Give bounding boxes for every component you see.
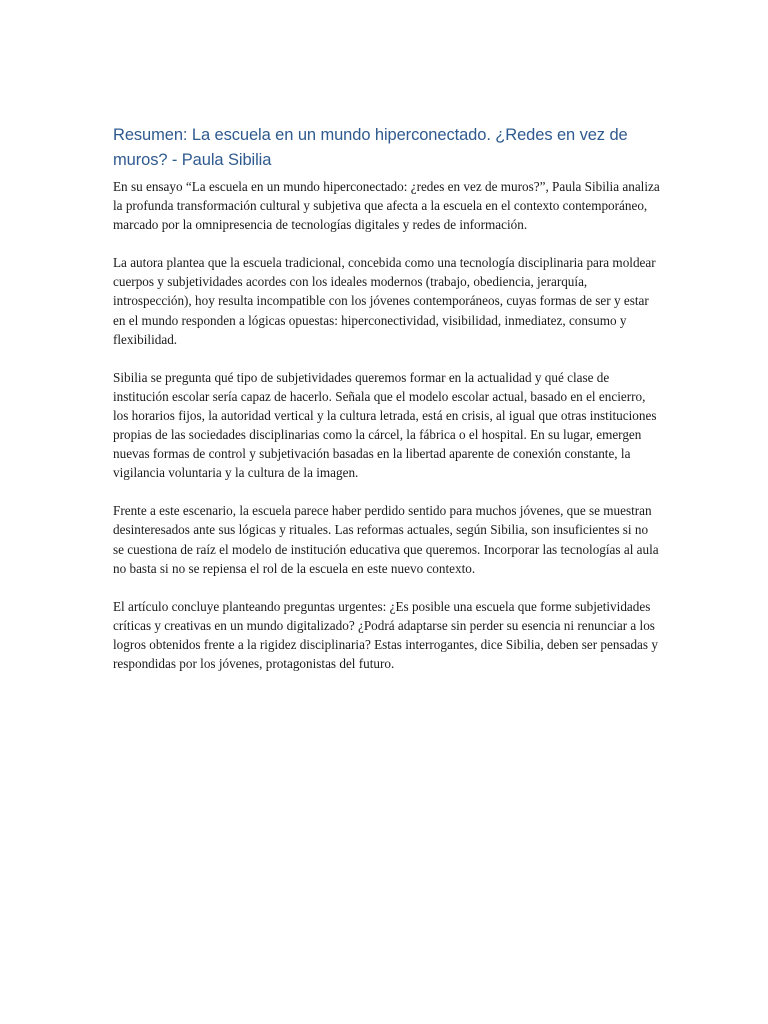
paragraph-subjectivities: Sibilia se pregunta qué tipo de subjetividades queremos formar en la actualidad y qué clase de institución escolar sería capaz de hacerlo. Señala que el modelo escolar actual, basado en el encierro, los horarios fijos, la autoridad vertical y la cultura letrada, está en crisis, al igual que otras instituciones propias de las sociedades disciplinarias como la cárcel, la fábrica o el hospital. En su lugar, emergen nuevas formas de control y subjetivación basadas en la libertad aparente de conexión constante, la vigilancia voluntaria y la cultura de la imagen. bbox=[113, 369, 657, 481]
paragraph-intro: En su ensayo “La escuela en un mundo hiperconectado: ¿redes en vez de muros?”, Paula Sibilia analiza la profunda transformación cultural y subjetiva que afecta a la escuela en el contexto contemporáneo, marcado por la omnipresencia de tecnologías digitales y redes de información. bbox=[113, 179, 660, 233]
paragraph-conclusion: El artículo concluye planteando preguntas urgentes: ¿Es posible una escuela que forme subjetividades críticas y creativas en un mundo digitalizado? ¿Podrá adaptarse sin perder su esencia ni renunciar a los logros obtenidos frente a la rigidez disciplinaria? Estas interrogantes, dice Sibilia, deben ser pensadas y respondidas por los jóvenes, protagonistas del futuro. bbox=[113, 598, 658, 671]
paragraph-scenario: Frente a este escenario, la escuela parece haber perdido sentido para muchos jóvenes, que se muestran desinteresados ante sus lógicas y rituales. Las reformas actuales, según Sibilia, son insuficientes si no se cuestiona de raíz el modelo de institución educativa que queremos. Incorporar las tecnologías al aula no basta si no se repiensa el rol de la escuela en este nuevo contexto. bbox=[113, 503, 659, 576]
paragraph-traditional-school: La autora plantea que la escuela tradicional, concebida como una tecnología disciplinaria para moldear cuerpos y subjetividades acordes con los ideales modernos (trabajo, obediencia, jerarquía, introspección), hoy resulta incompatible con los jóvenes contemporáneos, cuyas formas de ser y estar en el mundo responden a lógicas opuestas: hiperconectividad, visibilidad, inmediatez, consumo y flexibilidad. bbox=[113, 255, 656, 347]
document-content bbox=[113, 123, 661, 692]
document-title: Resumen: La escuela en un mundo hiperconectado. ¿Redes en vez de muros? - Paula Sibilia bbox=[113, 126, 628, 169]
